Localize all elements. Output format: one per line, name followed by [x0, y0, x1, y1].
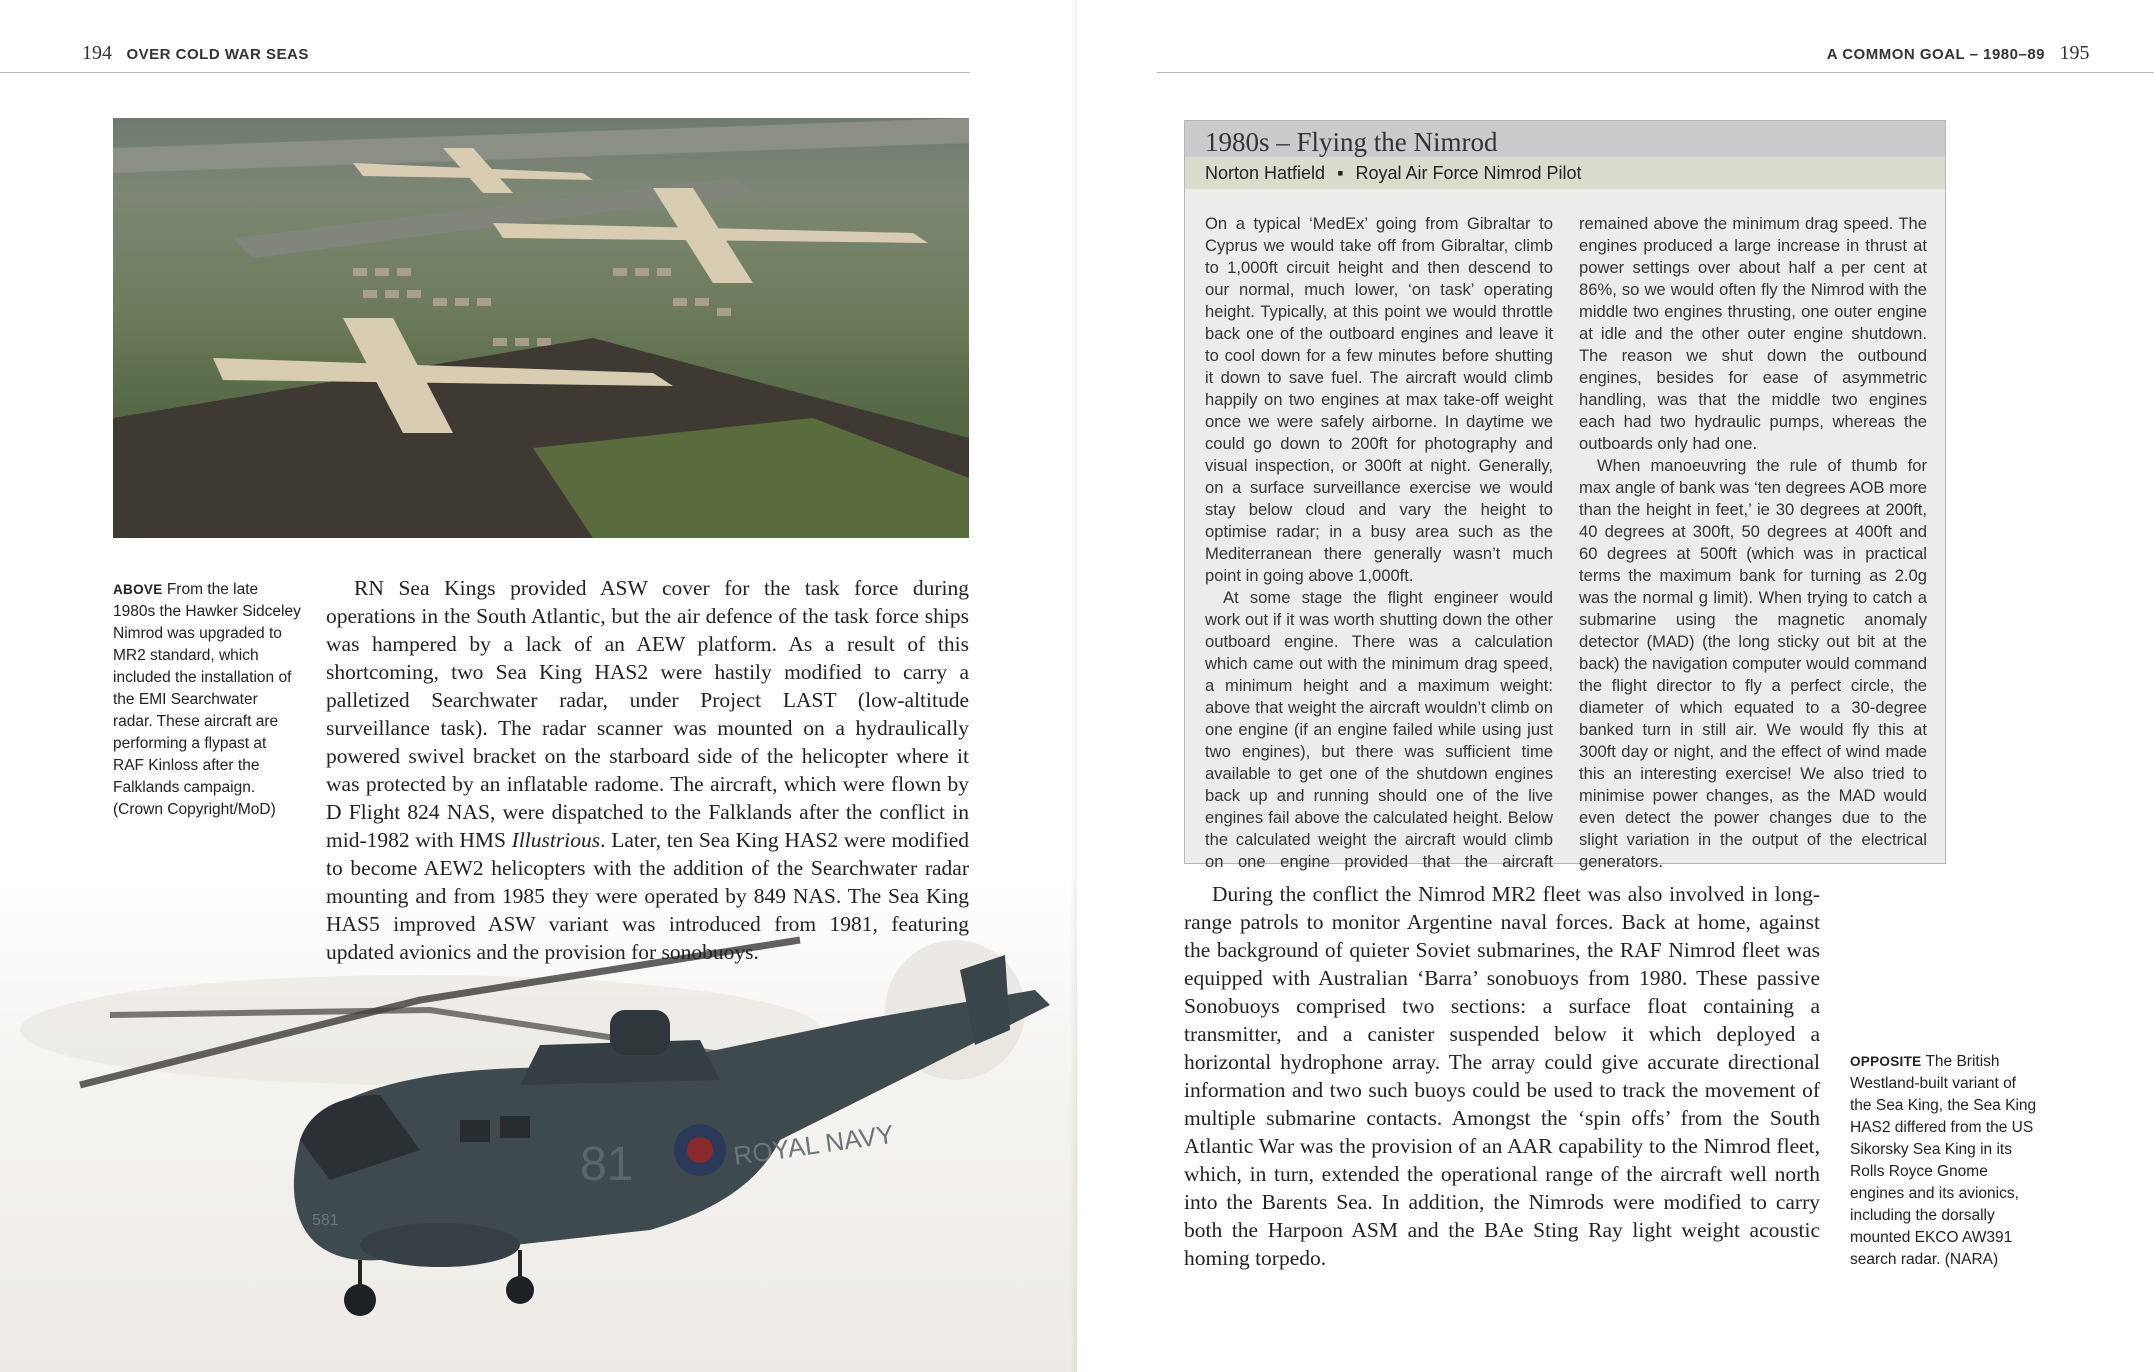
- opposite-caption-lead: OPPOSITE: [1850, 1054, 1922, 1069]
- right-body-paragraph: During the conflict the Nimrod MR2 fleet was also involved in long-range patrols to monitor Argentine naval forces. Back at home, against the background of quieter Soviet submarines, the RAF Nimrod fleet was equipped with Australian ‘Barra’ sonobuoys from 1980. These passive Sonobuoys comprised two sections: a surface float containing a transmitter, and a canister suspended below it which deployed a horizontal hydrophone array. The array could give accurate directional information and two such buoys could be used to track the movement of multiple submarine contacts. Amongst the ‘spin offs’ from the South Atlantic War was the provision of an AAR capability to the Nimrod fleet, which, in turn, extended the operational range of the aircraft well north into the Barents Sea. In addition, the Nimrods were modified to carry both the Harpoon ASM and the BAe Sting Ray light weight acoustic homing torpedo.: [1184, 882, 1820, 1270]
- right-header-rule: [1157, 72, 2154, 73]
- heli-side-text: ROYAL NAVY: [731, 1118, 896, 1171]
- right-running-head: A COMMON GOAL – 1980–89: [1826, 46, 2045, 63]
- sidebar-paragraph-3: When manoeuvring the rule of thumb for max angle of bank was ‘ten degrees AOB more than the height in feet,’ ie 30 degrees at 200ft, 40 degrees at 300ft, 50 degrees at 400ft and 60 degrees at 500ft (which was in practical terms the maximum bank for turning as 2.0g was the normal g limit). When trying to catch a submarine using the magnetic anomaly detector (MAD) (the long sticky out bit at the back) the navigation computer would command the flight director to fly a perfect circle, the diameter of which equated to a 30-degree banked turn in still air. We would fly this at 300ft day or night, and the effect of wind made this an interesting exercise! We also tried to minimise power changes, as the MAD would even detect the power changes due to the slight variation in the output of the electrical generators.: [1579, 456, 1927, 871]
- left-page-number: 194: [82, 42, 112, 64]
- left-body-part-b: . Later, ten Sea King HAS2 were modified to become AEW2 helicopters with the addition of the Searchwater radar mounting and from 1985 they were operated by 849 NAS. The Sea King HAS5 improved ASW variant was introduced from 1981, featuring updated avionics and the provision for sonobuoys.: [326, 828, 969, 964]
- nimrod-sidebar-box: [1184, 120, 1946, 871]
- heli-number: 81: [580, 1138, 634, 1191]
- sidebar-title: 1980s – Flying the Nimrod: [1205, 127, 1498, 157]
- sidebar-paragraph-1: On a typical ‘MedEx’ going from Gibraltar to Cyprus we would take off from Gibraltar, climb to 1,000ft circuit height and then descend to our normal, much lower, ‘on task’ operating height. Typically, at this point we would throttle back one of the outboard engines and leave it to cool down for a few minutes before shutting it down to save fuel. The aircraft would climb happily on two engines at max take-off weight once we were safely airborne. In daytime we could go down to 200ft for photography and visual inspection, or 300ft at night. Generally, on a surface surveillance exercise we would stay below cloud and vary the height to optimise radar; in a busy area such as the Mediterranean there generally wasn’t much point in going above 1,000ft.: [1205, 214, 1553, 585]
- right-page: [1077, 0, 2154, 1372]
- right-header: [1157, 42, 2154, 65]
- sidebar-title-bar: [1185, 121, 1945, 157]
- sidebar-paragraph-2: At some stage the flight engineer would work out if it was worth shutting down the other outboard engine. There was a calculation which came out with the minimum drag speed, a minimum height and a maximum weight: above that weight the aircraft wouldn’t climb on one engine (if an engine failed while using just two engines), but there was sufficient time available to get one of the shutdown engines back up and running should one of the live engines fail above the calculated height. Below the calculated weight the aircraft would climb on one engine provided that the aircraft remained above the minimum drag speed. The engines produced a large increase in thrust at power settings over about half a per cent at 86%, so we would often fly the Nimrod with the middle two engines thrusting, one outer engine at idle and the other outer engine shutdown. The reason we shut down the outbound engines, besides for ease of asymmetric handling, was that the middle two engines each had two hydraulic pumps, whereas the outboards only had one.: [1205, 214, 1927, 871]
- sidebar-byline: [1185, 157, 1945, 189]
- left-body-paragraph: [326, 574, 969, 966]
- left-header: [82, 42, 319, 65]
- heli-tail-code: 581: [312, 1212, 339, 1229]
- left-running-head: OVER COLD WAR SEAS: [126, 46, 309, 63]
- above-caption: [113, 579, 301, 821]
- opposite-caption-text: The British Westland-built variant of the Sea King, the Sea King HAS2 differed from the US Sikorsky Sea King in its Rolls Royce Gnome engines and its avionics, including the dorsally mounted EKCO AW391 search radar. (NARA): [1850, 1053, 2037, 1268]
- sidebar-role: Royal Air Force Nimrod Pilot: [1355, 163, 1582, 183]
- left-header-rule: [0, 72, 970, 73]
- above-caption-text: From the late 1980s the Hawker Sidceley Nimrod was upgraded to MR2 standard, which included the installation of the EMI Searchwater radar. These aircraft are performing a flypast at RAF Kinloss after the Falklands campaign. (Crown Copyright/MoD): [113, 581, 301, 818]
- nimrod-flypast-photo: [113, 118, 969, 538]
- sidebar-author: Norton Hatfield: [1205, 163, 1326, 183]
- left-body-part-a: RN Sea Kings provided ASW cover for the task force during operations in the South Atlantic, but the air defence of the task force ships was hampered by a lack of an AEW platform. As a result of this shortcoming, two Sea King HAS2 were hastily modified to carry a palletized Searchwater radar, under Project LAST (low-altitude surveillance task). The radar scanner was mounted on a hydraulically powered swivel bracket on the starboard side of the helicopter where it was protected by an inflatable radome. The aircraft, which were flown by D Flight 824 NAS, were dispatched to the Falklands after the conflict in mid-1982 with HMS: [326, 576, 969, 852]
- sidebar-columns: [1205, 213, 1927, 873]
- byline-separator: ▪: [1337, 163, 1344, 183]
- opposite-caption: [1850, 1051, 2038, 1271]
- above-caption-lead: ABOVE: [113, 582, 163, 597]
- left-body-text: [326, 574, 969, 966]
- right-body-text: [1184, 880, 1820, 1272]
- right-page-number: 195: [2059, 42, 2090, 64]
- left-body-ship-name: Illustrious: [511, 828, 601, 852]
